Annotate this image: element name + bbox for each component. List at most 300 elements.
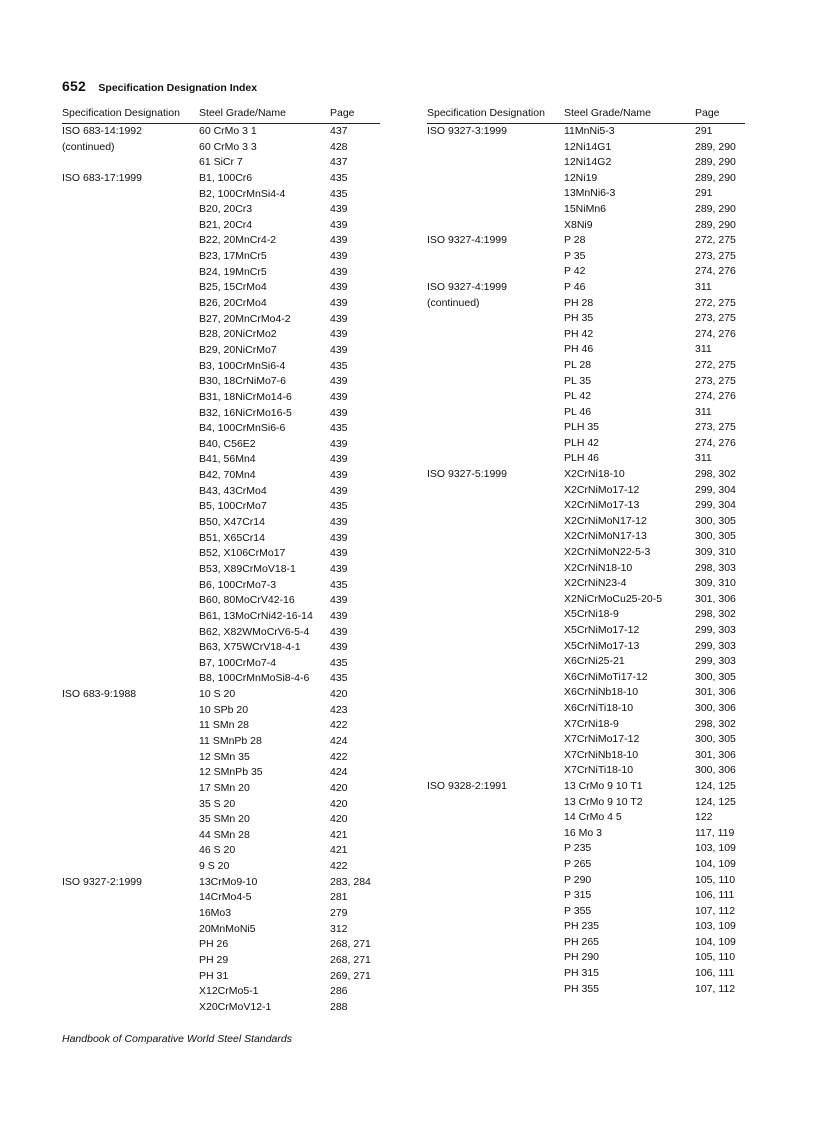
grade-cell: X20CrMoV12-1: [199, 1000, 272, 1013]
page-cell: 439: [330, 218, 348, 231]
page-cell: 435: [330, 171, 348, 184]
table-row: [427, 561, 745, 577]
table-row: [62, 187, 380, 203]
page-cell: 309, 310: [695, 577, 736, 590]
grade-cell: B63, X75WCrV18-4-1: [199, 641, 301, 654]
page-cell: 439: [330, 375, 348, 388]
table-row: [427, 919, 745, 935]
table-row: [62, 499, 380, 515]
table-row: [427, 654, 745, 670]
table-row: [62, 233, 380, 249]
table-row: [62, 593, 380, 609]
page-cell: 439: [330, 250, 348, 263]
grade-cell: B26, 20CrMo4: [199, 297, 267, 310]
page-cell: 289, 290: [695, 156, 736, 169]
page-cell: 299, 303: [695, 655, 736, 668]
table-row: [62, 202, 380, 218]
grade-cell: B3, 100CrMnSi6-4: [199, 359, 286, 372]
table-row: [427, 436, 745, 452]
page-cell: 122: [695, 811, 713, 824]
page-cell: 273, 275: [695, 249, 736, 262]
grade-cell: PLH 35: [564, 421, 600, 434]
grade-cell: B21, 20Cr4: [199, 218, 253, 231]
grade-cell: X6CrNiTi18-10: [564, 701, 634, 714]
page-cell: 421: [330, 828, 348, 841]
table-row: [62, 625, 380, 641]
table-row: [427, 623, 745, 639]
page-cell: 289, 290: [695, 171, 736, 184]
table-row: [62, 953, 380, 969]
grade-cell: 12Ni19: [564, 171, 598, 184]
spec-cell: ISO 683-9:1988: [62, 688, 137, 701]
page-cell: 298, 302: [695, 468, 736, 481]
grade-cell: B28, 20NiCrMo2: [199, 328, 277, 341]
table-row: [427, 405, 745, 421]
table-row: [427, 982, 745, 998]
grade-cell: PH 290: [564, 951, 600, 964]
grade-cell: PH 46: [564, 343, 594, 356]
page-cell: 439: [330, 343, 348, 356]
table-row: [427, 966, 745, 982]
table-row: [62, 656, 380, 672]
page-cell: 299, 303: [695, 624, 736, 636]
grade-cell: B61, 13MoCrNi42-16-14: [199, 609, 313, 622]
index-column-left: [62, 106, 380, 1016]
grade-cell: X8Ni9: [564, 218, 593, 231]
grade-cell: 11 SMnPb 28: [199, 734, 262, 747]
table-row: [62, 452, 380, 468]
page-cell: 312: [330, 922, 348, 935]
grade-cell: X2NiCrMoCu25-20-5: [564, 592, 663, 605]
grade-cell: B40, C56E2: [199, 437, 256, 450]
grade-cell: B52, X106CrMo17: [199, 547, 286, 560]
page-cell: 420: [330, 688, 348, 701]
grade-cell: B51, X65Cr14: [199, 531, 265, 544]
table-row: [427, 607, 745, 623]
grade-cell: PH 35: [564, 312, 594, 325]
page-cell: 104, 109: [695, 935, 736, 948]
page-cell: 106, 111: [695, 967, 735, 980]
grade-cell: X12CrMo5-1: [199, 985, 259, 998]
table-row: [62, 390, 380, 406]
page-cell: 300, 306: [695, 701, 736, 714]
grade-cell: P 290: [564, 873, 592, 886]
grade-cell: X7CrNi18-9: [564, 717, 619, 730]
grade-cell: PH 265: [564, 935, 600, 948]
page-cell: 311: [695, 343, 712, 356]
table-row: [62, 843, 380, 859]
table-row: [62, 890, 380, 906]
table-row: [62, 265, 380, 281]
grade-cell: X2CrNiMo17-13: [564, 499, 640, 512]
grade-cell: B53, X89CrMoV18-1: [199, 562, 296, 575]
grade-cell: P 235: [564, 842, 592, 855]
page-cell: 117, 119: [695, 826, 735, 839]
grade-cell: P 42: [564, 265, 586, 278]
table-row: [427, 841, 745, 857]
grade-cell: 11 SMn 28: [199, 719, 250, 732]
table-row: [427, 389, 745, 405]
grade-cell: X6CrNi25-21: [564, 655, 625, 668]
table-row: [427, 763, 745, 779]
grade-cell: B5, 100CrMo7: [199, 500, 267, 513]
grade-cell: PL 46: [564, 405, 592, 418]
table-row: [62, 765, 380, 781]
grade-cell: 14 CrMo 4 5: [564, 811, 622, 824]
grade-cell: B60, 80MoCrV42-16: [199, 594, 295, 607]
table-row: [427, 717, 745, 733]
table-row: [427, 124, 745, 140]
table-row: [427, 218, 745, 234]
table-row: [427, 171, 745, 187]
grade-cell: B43, 43CrMo4: [199, 484, 267, 497]
grade-cell: X2CrNiN18-10: [564, 561, 633, 574]
table-row: [62, 984, 380, 1000]
page-cell: 435: [330, 578, 348, 591]
grade-cell: PH 235: [564, 920, 600, 933]
grade-cell: X6CrNiMoTi17-12: [564, 670, 648, 683]
page-cell: 283, 284: [330, 875, 371, 888]
grade-cell: X2CrNiMoN17-12: [564, 514, 647, 527]
page-cell: 300, 305: [695, 514, 736, 527]
spec-cell: ISO 9327-2:1999: [62, 875, 142, 888]
page-cell: 423: [330, 703, 348, 716]
grade-cell: B7, 100CrMo7-4: [199, 656, 277, 669]
table-row: [62, 937, 380, 953]
grade-cell: P 265: [564, 857, 592, 870]
grade-cell: P 46: [564, 280, 586, 293]
table-row: [427, 296, 745, 312]
table-row: [62, 546, 380, 562]
grade-cell: X6CrNiNb18-10: [564, 686, 639, 699]
grade-cell: 9 S 20: [199, 860, 230, 873]
page-cell: 435: [330, 422, 348, 435]
page-cell: 435: [330, 500, 348, 513]
table-row: [62, 171, 380, 187]
grade-cell: 13CrMo9-10: [199, 875, 258, 888]
page-cell: 439: [330, 390, 348, 403]
page-cell: 124, 125: [695, 779, 736, 792]
table-row: [62, 327, 380, 343]
page-number: 652: [62, 78, 86, 94]
table-row: [62, 515, 380, 531]
page-cell: 420: [330, 813, 348, 826]
grade-cell: P 315: [564, 889, 592, 902]
grade-cell: PH 26: [199, 938, 229, 951]
table-row: [62, 875, 380, 891]
page-cell: 103, 109: [695, 920, 736, 933]
page-cell: 424: [330, 766, 348, 779]
page-cell: 435: [330, 187, 348, 200]
page-cell: 420: [330, 781, 348, 794]
table-row: [427, 810, 745, 826]
page-cell: 421: [330, 844, 348, 857]
table-row: [62, 859, 380, 875]
grade-cell: B42, 70Mn4: [199, 469, 256, 482]
spec-cell: ISO 9327-4:1999: [427, 234, 507, 247]
page-cell: 272, 275: [695, 358, 736, 371]
page-cell: 300, 305: [695, 733, 736, 746]
page-cell: 298, 302: [695, 717, 736, 730]
table-row: [62, 906, 380, 922]
page-cell: 300, 306: [695, 764, 736, 777]
table-row: [62, 468, 380, 484]
grade-cell: B22, 20MnCr4-2: [199, 234, 277, 247]
grade-cell: B30, 18CrNiMo7-6: [199, 375, 286, 388]
table-row: [62, 969, 380, 985]
table-row: [427, 826, 745, 842]
table-row: [62, 703, 380, 719]
grade-cell: 16Mo3: [199, 907, 232, 920]
grade-cell: 61 SiCr 7: [199, 156, 243, 169]
page-cell: 437: [330, 125, 348, 137]
page-cell: 439: [330, 265, 348, 278]
table-row: [427, 732, 745, 748]
index-table-right: [427, 124, 745, 997]
table-row: [427, 155, 745, 171]
grade-cell: B1, 100Cr6: [199, 171, 253, 184]
grade-cell: B25, 15CrMo4: [199, 281, 267, 294]
grade-cell: PH 42: [564, 327, 594, 340]
grade-cell: 35 S 20: [199, 797, 236, 810]
grade-cell: 11MnNi5-3: [564, 125, 615, 137]
table-row: [427, 311, 745, 327]
page-cell: 300, 305: [695, 530, 736, 543]
table-row: [62, 531, 380, 547]
grade-cell: P 355: [564, 904, 592, 917]
table-row: [62, 687, 380, 703]
table-row: [62, 437, 380, 453]
page-cell: 273, 275: [695, 312, 736, 325]
grade-cell: PH 29: [199, 953, 229, 966]
table-row: [62, 155, 380, 171]
page-cell: 268, 271: [330, 953, 371, 966]
table-row: [62, 312, 380, 328]
grade-cell: B2, 100CrMnSi4-4: [199, 187, 286, 200]
header-page: Page: [330, 107, 355, 119]
page-cell: 300, 305: [695, 670, 736, 683]
table-row: [62, 718, 380, 734]
table-row: [427, 514, 745, 530]
table-row: [62, 140, 380, 156]
header-spec: Specification Designation: [62, 107, 180, 119]
page-title: Specification Designation Index: [98, 82, 258, 94]
page-cell: 439: [330, 437, 348, 450]
page-cell: 281: [330, 891, 348, 904]
page-cell: 437: [330, 156, 348, 169]
table-row: [427, 451, 745, 467]
page-header: [62, 78, 257, 98]
grade-cell: 16 Mo 3: [564, 826, 602, 839]
header-grade: Steel Grade/Name: [564, 107, 651, 119]
page-cell: 289, 290: [695, 218, 736, 231]
page-cell: 439: [330, 406, 348, 419]
table-row: [427, 498, 745, 514]
table-row: [427, 701, 745, 717]
header-grade: Steel Grade/Name: [199, 107, 286, 119]
spec-cell: (continued): [62, 140, 115, 153]
grade-cell: B20, 20Cr3: [199, 203, 253, 216]
table-row: [62, 124, 380, 140]
page-cell: 439: [330, 469, 348, 482]
page-cell: 103, 109: [695, 842, 736, 855]
page-cell: 289, 290: [695, 140, 736, 153]
page-cell: 422: [330, 719, 348, 732]
page-cell: 301, 306: [695, 748, 736, 761]
table-row: [427, 873, 745, 889]
table-row: [427, 233, 745, 249]
spec-cell: ISO 9327-5:1999: [427, 468, 507, 481]
page-cell: 309, 310: [695, 546, 736, 559]
page-cell: 107, 112: [695, 904, 736, 917]
page-cell: 279: [330, 907, 348, 920]
grade-cell: 10 S 20: [199, 688, 236, 701]
grade-cell: P 28: [564, 234, 586, 247]
page-cell: 274, 276: [695, 327, 736, 340]
grade-cell: B27, 20MnCrMo4-2: [199, 312, 291, 325]
page-cell: 274, 276: [695, 390, 736, 403]
table-row: [427, 249, 745, 265]
table-row: [427, 140, 745, 156]
page-cell: 106, 111: [695, 889, 735, 902]
page-cell: 273, 275: [695, 374, 736, 387]
grade-cell: 12 SMn 35: [199, 750, 250, 763]
index-column-right: [427, 106, 745, 997]
grade-cell: X2CrNiMo17-12: [564, 483, 640, 496]
page-cell: 435: [330, 672, 348, 685]
page-cell: 274, 276: [695, 265, 736, 278]
table-row: [62, 280, 380, 296]
grade-cell: X5CrNiMo17-13: [564, 639, 640, 652]
spec-cell: ISO 683-14:1992: [62, 125, 142, 137]
grade-cell: X2CrNiMoN22-5-3: [564, 546, 651, 559]
grade-cell: 13MnNi6-3: [564, 187, 616, 200]
table-row: [62, 343, 380, 359]
grade-cell: 60 CrMo 3 3: [199, 140, 257, 153]
spec-cell: ISO 9327-4:1999: [427, 280, 507, 293]
table-row: [62, 1000, 380, 1016]
grade-cell: X7CrNiMo17-12: [564, 733, 640, 746]
table-row: [62, 812, 380, 828]
table-row: [62, 359, 380, 375]
grade-cell: X2CrNiN23-4: [564, 577, 627, 590]
page-cell: 298, 303: [695, 561, 736, 574]
grade-cell: 44 SMn 28: [199, 828, 250, 841]
table-row: [427, 483, 745, 499]
grade-cell: B32, 16NiCrMo16-5: [199, 406, 292, 419]
table-row: [427, 685, 745, 701]
table-row: [62, 640, 380, 656]
table-row: [62, 578, 380, 594]
page-cell: 435: [330, 656, 348, 669]
table-row: [427, 748, 745, 764]
page-cell: 268, 271: [330, 938, 371, 951]
page-cell: 269, 271: [330, 969, 371, 982]
table-row: [427, 779, 745, 795]
table-row: [62, 671, 380, 687]
table-row: [427, 374, 745, 390]
table-row: [427, 576, 745, 592]
page-cell: 105, 110: [695, 951, 736, 964]
grade-cell: 12Ni14G2: [564, 156, 612, 169]
page-cell: 124, 125: [695, 795, 736, 808]
page-cell: 439: [330, 281, 348, 294]
page-cell: 301, 306: [695, 592, 736, 605]
table-row: [62, 421, 380, 437]
table-row: [427, 888, 745, 904]
grade-cell: 17 SMn 20: [199, 781, 250, 794]
grade-cell: 20MnMoNi5: [199, 922, 256, 935]
table-row: [427, 186, 745, 202]
grade-cell: X2CrNiMoN17-13: [564, 530, 647, 543]
index-table-left: [62, 124, 380, 1016]
grade-cell: 46 S 20: [199, 844, 236, 857]
page-cell: 439: [330, 484, 348, 497]
page-cell: 439: [330, 594, 348, 607]
table-row: [62, 562, 380, 578]
page-cell: 107, 112: [695, 982, 736, 995]
spec-cell: ISO 683-17:1999: [62, 171, 142, 184]
grade-cell: PL 42: [564, 390, 592, 403]
grade-cell: PH 355: [564, 982, 600, 995]
page-cell: 439: [330, 297, 348, 310]
grade-cell: 12Ni14G1: [564, 140, 612, 153]
grade-cell: X7CrNiNb18-10: [564, 748, 639, 761]
table-row: [62, 218, 380, 234]
table-row: [62, 609, 380, 625]
page-cell: 439: [330, 641, 348, 654]
page-cell: 273, 275: [695, 421, 736, 434]
table-row: [427, 904, 745, 920]
page-cell: 299, 303: [695, 639, 736, 652]
spec-cell: (continued): [427, 296, 480, 309]
table-row: [62, 484, 380, 500]
page-cell: 422: [330, 860, 348, 873]
page-cell: 439: [330, 547, 348, 560]
table-row: [427, 857, 745, 873]
page-cell: 435: [330, 359, 348, 372]
page-cell: 422: [330, 750, 348, 763]
grade-cell: X5CrNiMo17-12: [564, 624, 640, 636]
page-cell: 420: [330, 797, 348, 810]
table-row: [62, 734, 380, 750]
table-row: [427, 202, 745, 218]
page-footer: Handbook of Comparative World Steel Standards: [62, 1033, 292, 1045]
page-cell: 272, 275: [695, 234, 736, 247]
grade-cell: B41, 56Mn4: [199, 453, 256, 466]
table-row: [427, 467, 745, 483]
grade-cell: PL 28: [564, 358, 592, 371]
grade-cell: B62, X82WMoCrV6-5-4: [199, 625, 310, 638]
grade-cell: 13 CrMo 9 10 T2: [564, 795, 643, 808]
page-cell: 105, 110: [695, 873, 736, 886]
header-page: Page: [695, 107, 720, 119]
page-cell: 291: [695, 125, 713, 137]
grade-cell: B24, 19MnCr5: [199, 265, 267, 278]
column-header-row: [427, 106, 745, 124]
spec-cell: ISO 9327-3:1999: [427, 125, 507, 137]
page-cell: 299, 304: [695, 483, 736, 496]
page-cell: 439: [330, 562, 348, 575]
table-row: [62, 797, 380, 813]
page-cell: 311: [695, 280, 712, 293]
page-cell: 439: [330, 531, 348, 544]
grade-cell: X7CrNiTi18-10: [564, 764, 634, 777]
table-row: [62, 406, 380, 422]
grade-cell: PLH 42: [564, 436, 600, 449]
page-cell: 311: [695, 405, 712, 418]
page-cell: 424: [330, 734, 348, 747]
